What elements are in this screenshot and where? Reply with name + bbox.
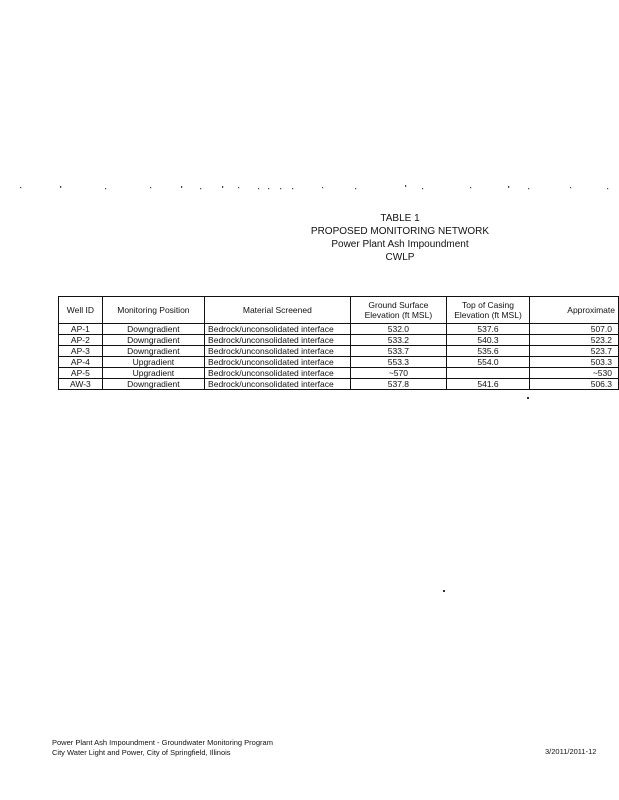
header-material-screened: Material Screened [205,297,351,324]
cell-ground: 532.0 [350,324,446,335]
cell-material: Bedrock/unconsolidated interface [205,335,351,346]
cell-position: Downgradient [102,335,204,346]
cell-approx: 523.7 [529,346,618,357]
cell-casing: 540.3 [447,335,530,346]
table-client: CWLP [385,252,415,263]
scan-speckle-row [0,181,619,193]
table-subtitle: Power Plant Ash Impoundment [331,239,469,250]
cell-casing: 554.0 [447,357,530,368]
footer-project [52,738,273,758]
table-row [59,357,619,368]
footer-program-line: Power Plant Ash Impoundment - Groundwater Monitoring Program [52,738,273,747]
footer-document-code: 3/2011/2011-12 [545,747,597,756]
cell-material: Bedrock/unconsolidated interface [205,379,351,390]
cell-casing [447,368,530,379]
cell-material: Bedrock/unconsolidated interface [205,346,351,357]
header-approximate: Approximate [529,297,618,324]
cell-well-id: AP-2 [59,335,103,346]
scan-speck [443,590,445,592]
table-row [59,324,619,335]
cell-well-id: AP-5 [59,368,103,379]
header-top-of-casing-elevation: Top of Casing Elevation (ft MSL) [447,297,530,324]
table-row [59,368,619,379]
scan-speck [527,397,529,399]
cell-material: Bedrock/unconsolidated interface [205,368,351,379]
cell-ground: 533.7 [350,346,446,357]
cell-ground: 533.2 [350,335,446,346]
header-monitoring-position: Monitoring Position [102,297,204,324]
cell-material: Bedrock/unconsolidated interface [205,357,351,368]
table-row [59,346,619,357]
table-title-block [240,212,560,264]
table-row [59,379,619,390]
cell-position: Upgradient [102,368,204,379]
cell-position: Upgradient [102,357,204,368]
table-title: PROPOSED MONITORING NETWORK [310,226,490,237]
table-row [59,335,619,346]
cell-position: Downgradient [102,324,204,335]
cell-well-id: AP-3 [59,346,103,357]
table-number: TABLE 1 [380,213,420,224]
cell-casing: 537.6 [447,324,530,335]
cell-well-id: AP-1 [59,324,103,335]
header-ground-surface-elevation: Ground Surface Elevation (ft MSL) [350,297,446,324]
cell-ground: ~570 [350,368,446,379]
cell-well-id: AW-3 [59,379,103,390]
cell-ground: 537.8 [350,379,446,390]
cell-approx: ~530 [529,368,618,379]
cell-approx: 523.2 [529,335,618,346]
header-well-id: Well ID [59,297,103,324]
cell-material: Bedrock/unconsolidated interface [205,324,351,335]
cell-approx: 507.0 [529,324,618,335]
cell-position: Downgradient [102,379,204,390]
cell-approx: 503.3 [529,357,618,368]
table-header-row [59,297,619,324]
cell-casing: 541.6 [447,379,530,390]
cell-well-id: AP-4 [59,357,103,368]
cell-casing: 535.6 [447,346,530,357]
cell-approx: 506.3 [529,379,618,390]
cell-position: Downgradient [102,346,204,357]
footer-client-line: City Water Light and Power, City of Springfield, Illinois [52,748,231,757]
cell-ground: 553.3 [350,357,446,368]
monitoring-network-table [58,296,619,390]
